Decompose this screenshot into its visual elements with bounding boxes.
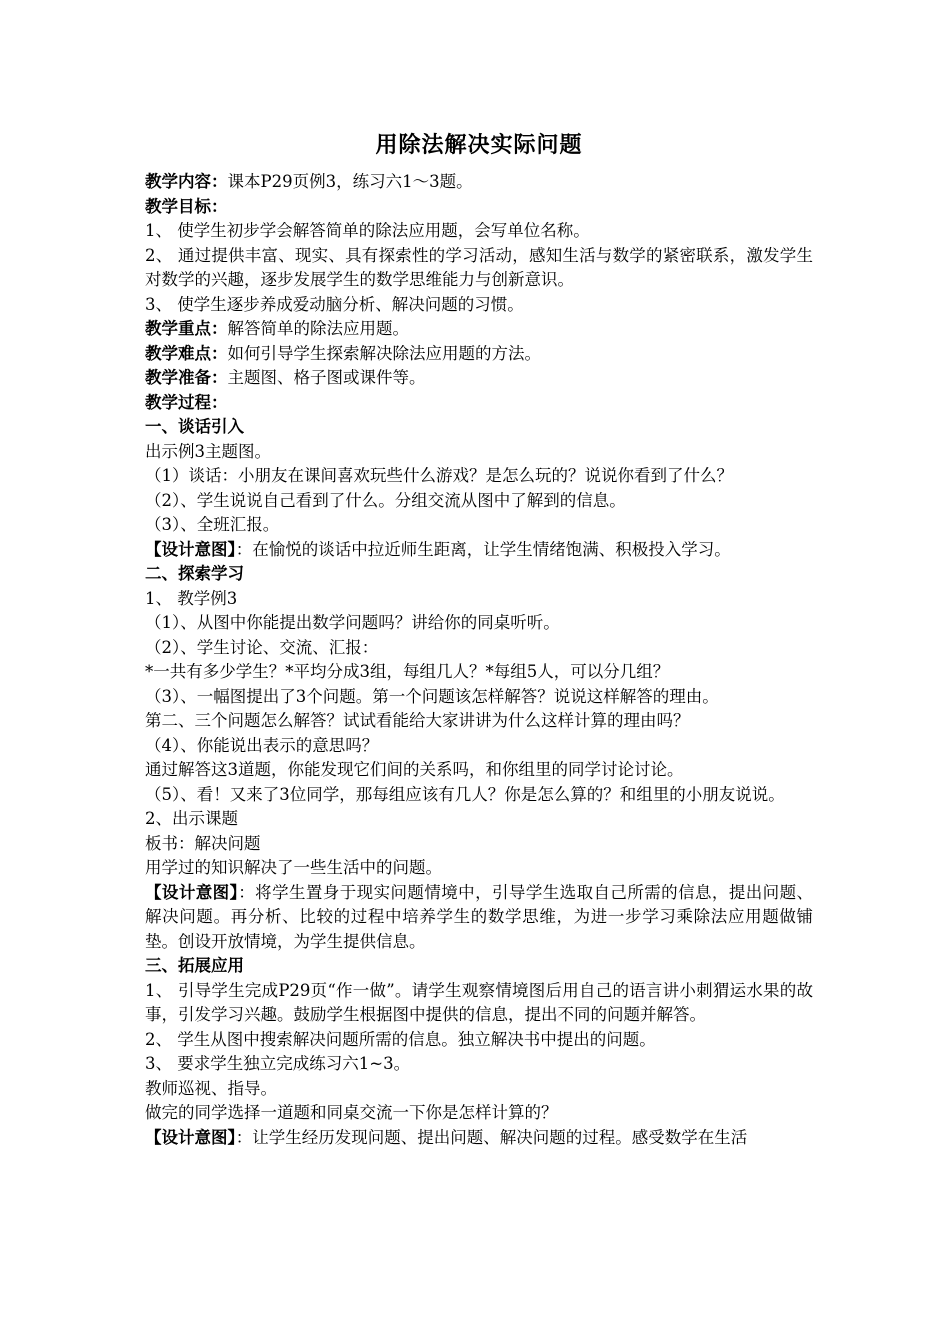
content-text: 课本P29页例3，练习六1～3题。 [227,172,473,191]
goal-item: 3、 使学生逐步养成爱动脑分析、解决问题的习惯。 [145,294,524,314]
intent-text: ：将学生置身于现实问题情境中，引导学生选取自己所需的信息，提出问题、解决问题。再分析、比较的过程中培养学生的数学思维，为进一步学习乘除法应用题做铺垫。创设开放情境，为学生提供信息。 [145,882,814,951]
page-title: 用除法解决实际问题 [375,132,583,158]
text-line: 3、 要求学生独立完成练习六1~3。 [145,1054,411,1073]
text-line: （2）、学生说说自己看到了什么。分组交流从图中了解到的信息。 [145,490,626,510]
intent-text: ：让学生经历发现问题、提出问题、解决问题的过程。感受数学在生活 [235,1127,748,1147]
key-label: 教学重点： [145,319,228,338]
goal-item: 1、 使学生初步学会解答简单的除法应用题，会写单位名称。 [145,221,590,240]
design-intent [145,1126,813,1151]
text-line: 用学过的知识解决了一些生活中的问题。 [145,858,442,877]
text-line: 做完的同学选择一道题和同桌交流一下你是怎样计算的？ [145,1103,558,1122]
text-line: 教师巡视、指导。 [145,1078,277,1098]
text-line: *一共有多少学生？*平均分成3组，每组几人？*每组5人，可以分几组？ [145,662,670,681]
text-line: 通过解答这3道题，你能发现它们间的关系吗，和你组里的同学讨论讨论。 [145,760,684,779]
design-intent [145,881,813,955]
document-page [145,130,813,1150]
text-line: 2、出示课题 [145,809,238,828]
prep-line [145,366,813,391]
difficulty-label: 教学难点： [145,343,228,363]
difficulty-line [145,342,813,367]
text-line: （1）谈话：小朋友在课间喜欢玩些什么游戏？是怎么玩的？说说你看到了什么？ [145,466,733,485]
content-line [145,170,813,195]
intent-text: ：在愉悦的谈话中拉近师生距离，让学生情绪饱满、积极投入学习。 [235,539,731,559]
process-label: 教学过程： [145,392,228,412]
text-line: 第二、三个问题怎么解答？试试看能给大家讲讲为什么这样计算的理由吗？ [145,711,690,730]
intent-label: 【设计意图】 [145,539,236,559]
text-line: 出示例3主题图。 [145,441,271,461]
text-line: （1）、从图中你能提出数学问题吗？讲给你的同桌听听。 [145,613,560,632]
text-line: 2、 学生从图中搜索解决问题所需的信息。独立解决书中提出的问题。 [145,1029,656,1049]
intent-label: 【设计意图】 [145,1127,236,1147]
text-line: （4）、你能说出表示的意思吗？ [145,735,379,755]
prep-text: 主题图、格子图或课件等。 [227,368,426,387]
intent-label: 【设计意图】 [145,882,239,902]
text-line: 1、 教学例3 [145,588,238,608]
text-paragraph: （5）、看！又来了3位同学，那每组应该有几人？你是怎么算的？和组里的小朋友说说。 [145,784,785,804]
section-heading: 三、拓展应用 [145,956,244,975]
key-text: 解答简单的除法应用题。 [227,319,409,338]
goals-label: 教学目标： [145,196,228,216]
key-line [145,317,813,342]
text-line: 板书：解决问题 [145,833,261,853]
text-line: （3）、一幅图提出了3个问题。第一个问题该怎样解答？说说这样解答的理由。 [145,686,719,706]
section-heading: 一、谈话引入 [145,417,244,436]
prep-label: 教学准备： [145,368,228,387]
text-line: （3）、全班汇报。 [145,515,280,534]
content-label: 教学内容： [145,172,228,191]
text-line: （2）、学生讨论、交流、汇报： [145,637,379,657]
goal-item: 2、 通过提供丰富、现实、具有探索性的学习活动，感知生活与数学的紧密联系，激发学生对数学的兴趣，逐步发展学生的数学思维能力与创新意识。 [145,245,813,289]
text-paragraph: 1、 引导学生完成P29页“作一做”。请学生观察情境图后用自己的语言讲小刺猬运水果的故事，引发学习兴趣。鼓励学生根据图中提供的信息，提出不同的问题并解答。 [145,980,813,1024]
difficulty-text: 如何引导学生探索解决除法应用题的方法。 [227,343,541,363]
design-intent [145,538,813,563]
section-heading: 二、探索学习 [145,564,244,583]
